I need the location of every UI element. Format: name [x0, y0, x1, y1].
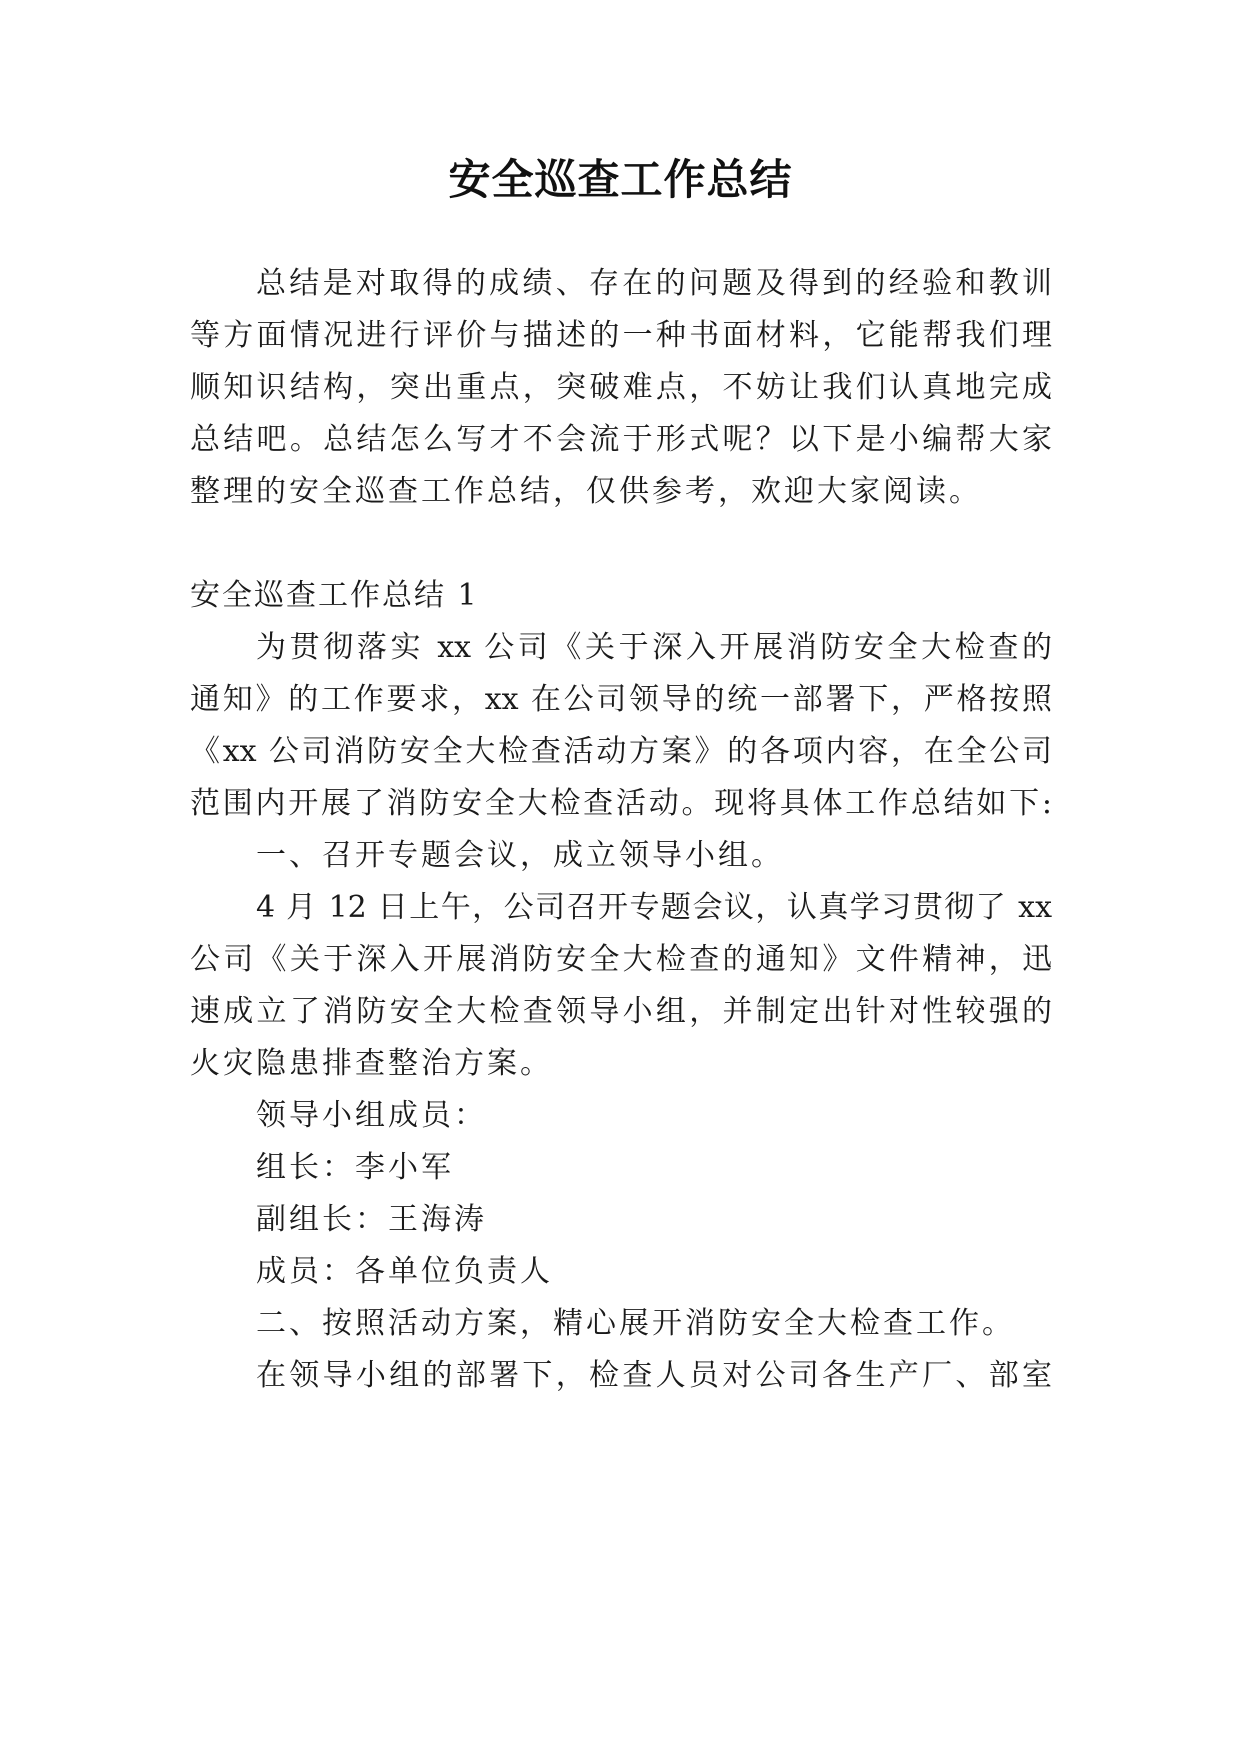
list-item: 副组长：王海涛 [256, 1202, 487, 1237]
paragraph-line: 总结是对取得的成绩、存在的问题及得到的经验和教训 [256, 266, 1052, 301]
document-title: 安全巡查工作总结 [448, 155, 793, 204]
paragraph-line: 《xx 公司消防安全大检查活动方案》的各项内容，在全公司 [190, 734, 1052, 769]
subheading: 一、召开专题会议，成立领导小组。 [256, 838, 784, 873]
paragraph-line: 整理的安全巡查工作总结，仅供参考，欢迎大家阅读。 [190, 474, 982, 509]
section-heading: 安全巡查工作总结 1 [190, 578, 479, 613]
paragraph-line: 顺知识结构，突出重点，突破难点，不妨让我们认真地完成 [190, 370, 1052, 405]
paragraph-line: 速成立了消防安全大检查领导小组，并制定出针对性较强的 [190, 994, 1052, 1029]
paragraph-line: 总结吧。总结怎么写才不会流于形式呢？以下是小编帮大家 [190, 422, 1052, 457]
paragraph-line: 范围内开展了消防安全大检查活动。现将具体工作总结如下: [190, 786, 1052, 821]
paragraph-line: 为贯彻落实 xx 公司《关于深入开展消防安全大检查的 [256, 630, 1052, 665]
paragraph-line: 等方面情况进行评价与描述的一种书面材料，它能帮我们理 [190, 318, 1052, 353]
list-item: 成员：各单位负责人 [256, 1254, 553, 1289]
subheading: 二、按照活动方案，精心展开消防安全大检查工作。 [256, 1306, 1015, 1341]
paragraph-line: 公司《关于深入开展消防安全大检查的通知》文件精神，迅 [190, 942, 1052, 977]
paragraph-line: 火灾隐患排查整治方案。 [190, 1046, 553, 1081]
list-item: 组长：李小军 [256, 1150, 454, 1185]
list-item: 领导小组成员： [256, 1098, 487, 1133]
paragraph-line: 4 月 12 日上午，公司召开专题会议，认真学习贯彻了 xx [256, 890, 1052, 925]
paragraph-line: 在领导小组的部署下，检查人员对公司各生产厂、部室 [256, 1358, 1052, 1393]
paragraph-line: 通知》的工作要求，xx 在公司领导的统一部署下，严格按照 [190, 682, 1052, 717]
